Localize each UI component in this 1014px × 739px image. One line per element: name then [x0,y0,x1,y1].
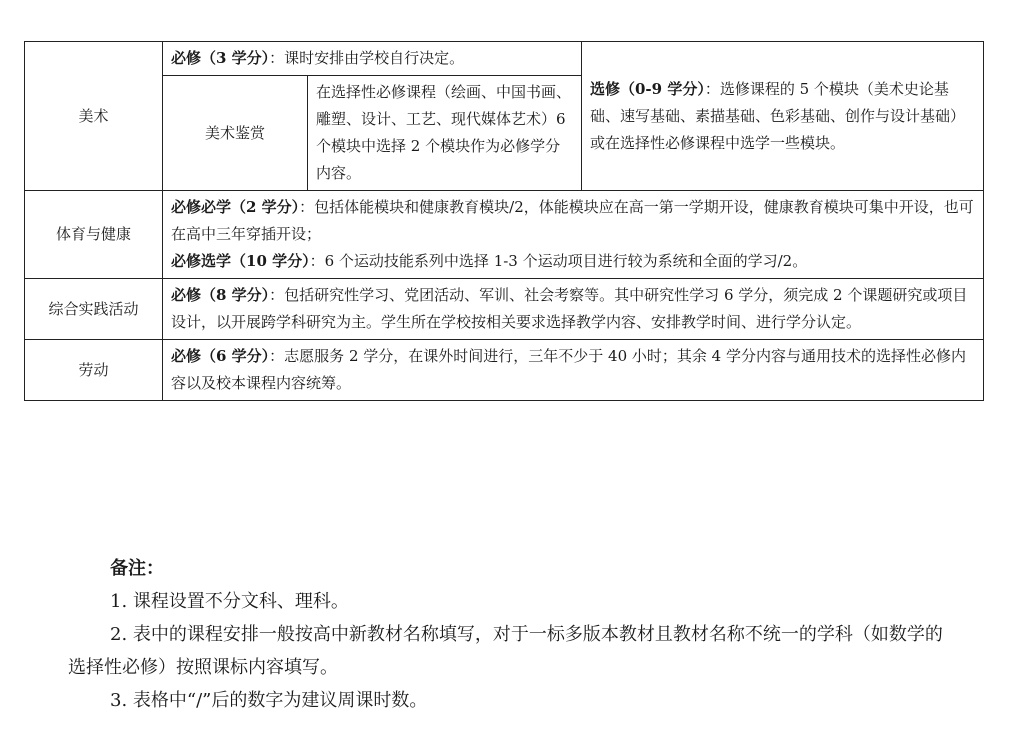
art-elective-cell [582,42,984,191]
pe-req1-text: ：包括体能模块和健康教育模块/2，体能模块应在高一第一学期开设，健康教育模块可集中开设，也可在高中三年穿插开设； [171,198,974,243]
art-module-desc: 在选择性必修课程（绘画、中国书画、雕塑、设计、工艺、现代媒体艺术）6 个模块中选择 2 个模块作为必修学分内容。 [308,76,582,191]
pe-req1-label: 必修必学（2 学分） [171,198,300,216]
subject-pe: 体育与健康 [25,191,163,279]
labor-label: 必修（6 学分） [171,347,270,365]
table-row-practice [25,279,984,340]
art-elective-label: 选修（0-9 学分） [590,79,705,98]
subject-art: 美术 [25,42,163,191]
table-row-art-required [25,42,984,76]
pe-req2-label: 必修选学（10 学分） [171,252,310,270]
art-module-name: 美术鉴赏 [163,76,308,191]
note-item-1: 1. 课程设置不分文科、理科。 [110,591,349,612]
table-row-pe [25,191,984,279]
pe-content-cell [163,191,984,279]
note-item-3: 3. 表格中“/”后的数字为建议周课时数。 [110,690,428,711]
practice-text: ：包括研究性学习、党团活动、军训、社会考察等。其中研究性学习 6 学分，须完成 2 个课题研究或项目设计，以开展跨学科研究为主。学生所在学校按相关要求选择教学内容、安排教学时间、进行学分认定。 [171,286,968,331]
practice-label: 必修（8 学分） [171,286,270,304]
art-required-text: ：课时安排由学校自行决定。 [269,49,465,67]
subject-practice: 综合实践活动 [25,279,163,340]
notes-section [0,552,1014,717]
art-required-cell [163,42,582,76]
art-required-label: 必修（3 学分） [171,49,270,67]
subject-labor: 劳动 [25,340,163,401]
notes-title: 备注： [110,558,164,579]
curriculum-table [24,41,984,401]
art-elective-text: ：选修课程的 5 个模块（美术史论基础、速写基础、素描基础、色彩基础、创作与设计基础）或在选择性必修课程中选学一些模块。 [590,79,966,152]
labor-content-cell [163,340,984,401]
pe-req2-text: ：6 个运动技能系列中选择 1-3 个运动项目进行较为系统和全面的学习/2。 [309,252,808,270]
note-item-2: 2. 表中的课程安排一般按高中新教材名称填写，对于一标多版本教材且教材名称不统一的学科（如数学的选择性必修）按照课标内容填写。 [68,624,943,678]
table-row-labor [25,340,984,401]
labor-text: ：志愿服务 2 学分，在课外时间进行，三年不少于 40 小时；其余 4 学分内容与通用技术的选择性必修内容以及校本课程内容统筹。 [171,347,966,392]
practice-content-cell [163,279,984,340]
